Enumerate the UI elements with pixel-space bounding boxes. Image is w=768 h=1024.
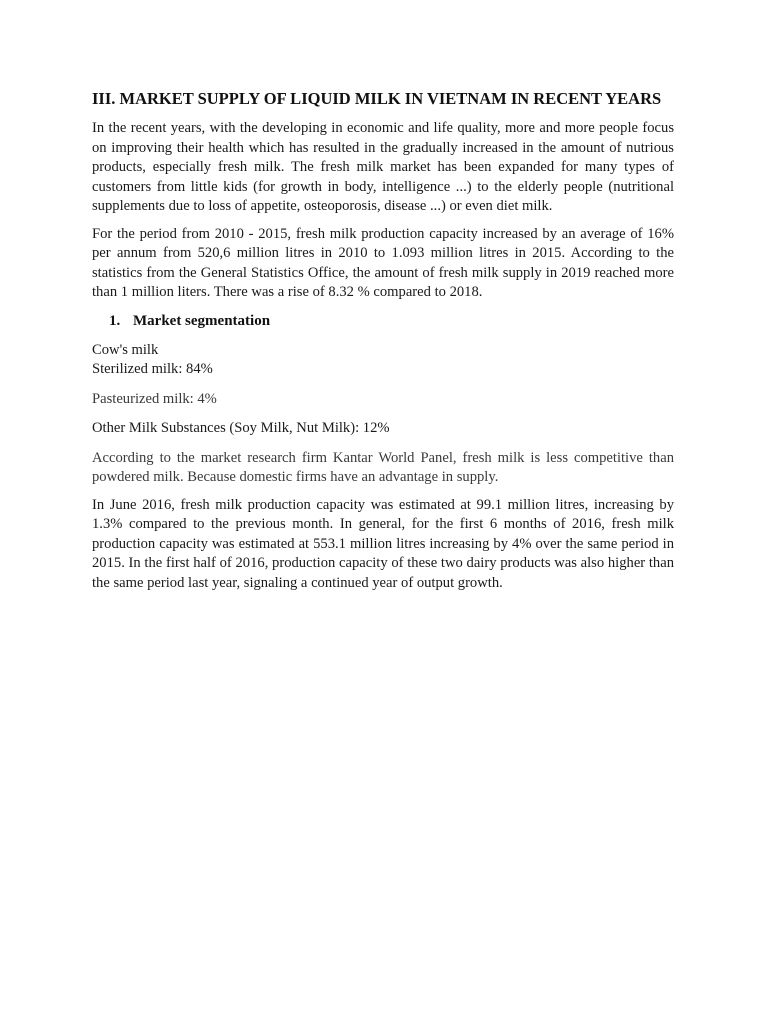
subsection-number: 1.	[109, 312, 121, 329]
segment-other: Other Milk Substances (Soy Milk, Nut Milk): 12%	[92, 420, 390, 436]
segment-sterilized: Sterilized milk: 84%	[92, 361, 213, 377]
subsection-heading	[92, 311, 674, 332]
production-paragraph: For the period from 2010 - 2015, fresh milk production capacity increased by an average of 16% per annum from 520,6 million litres in 2010 to 1.093 million litres in 2015. According to the statistics from the General Statistics Office, the amount of fresh milk supply in 2019 reached more than 1 million liters. There was a rise of 8.32 % compared to 2018.	[92, 225, 674, 300]
capacity-paragraph: In June 2016, fresh milk production capacity was estimated at 99.1 million litres, increasing by 1.3% compared to the previous month. In general, for the first 6 months of 2016, fresh milk production capacity was estimated at 553.1 million litres increasing by 4% over the same period in 2015. In the first half of 2016, production capacity of these two dairy products was also higher than the same period last year, signaling a continued year of output growth.	[92, 496, 674, 591]
intro-paragraph: In the recent years, with the developing in economic and life quality, more and more people focus on improving their health which has resulted in the gradually increased in the amount of nutrious products, especially fresh milk. The fresh milk market has been expanded for many types of customers from little kids (for growth in body, intelligence ...) to the elderly people (nutritional supplements due to loss of appetite, osteoporosis, disease ...) or even diet milk.	[92, 120, 674, 214]
segment-pasteurized: Pasteurized milk: 4%	[92, 390, 217, 407]
segment-cows-milk: Cow's milk	[92, 341, 159, 358]
document-page	[92, 87, 674, 601]
subsection-title: Market segmentation	[133, 312, 271, 329]
section-heading: III. MARKET SUPPLY OF LIQUID MILK IN VIETNAM IN RECENT YEARS	[92, 89, 662, 108]
competition-paragraph: According to the market research firm Kantar World Panel, fresh milk is less competitive than powdered milk. Because domestic firms have an advantage in supply.	[92, 449, 674, 485]
